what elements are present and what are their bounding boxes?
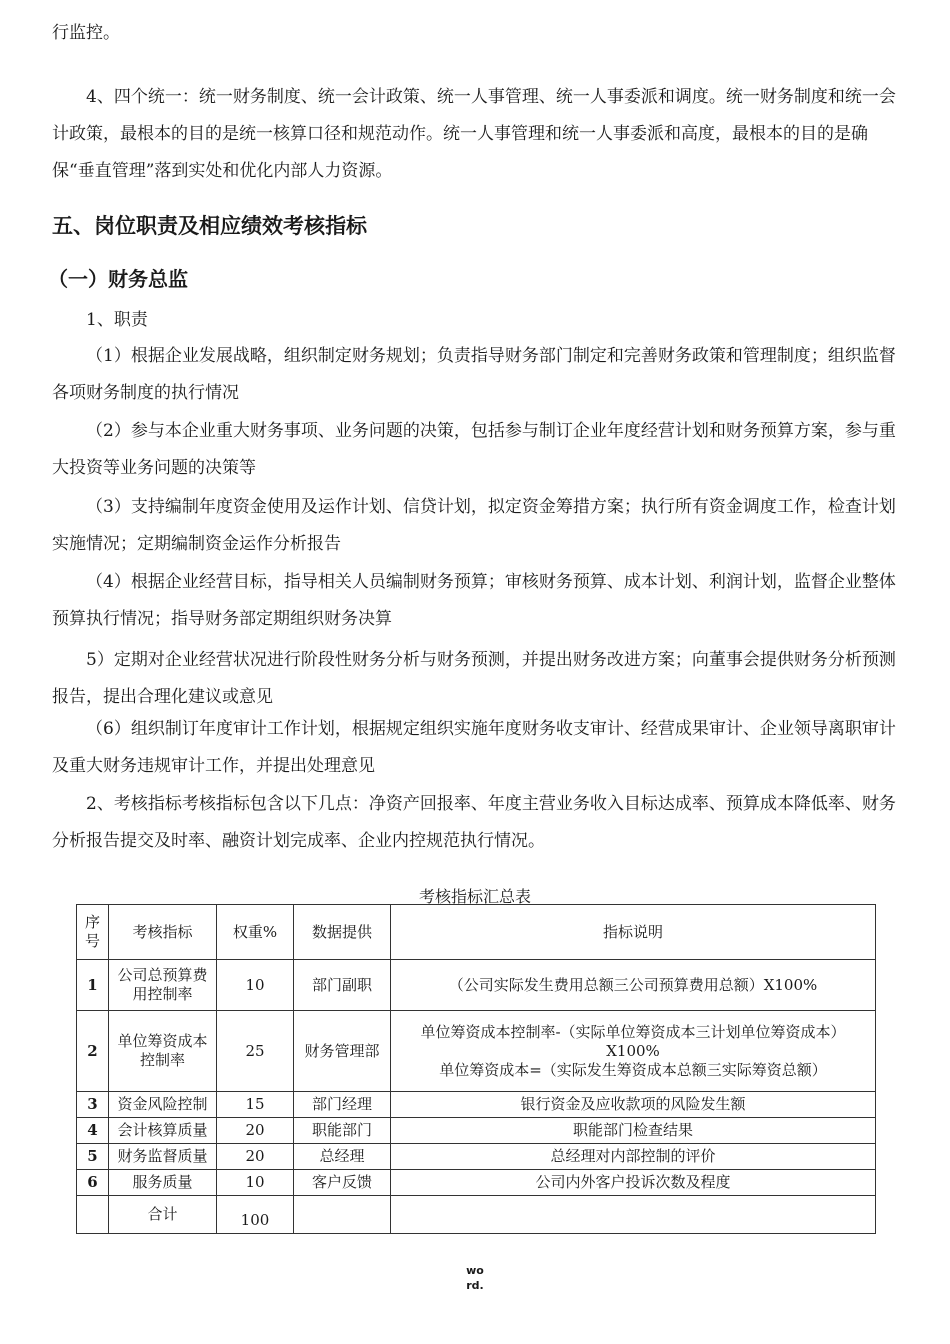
cell-desc-empty	[391, 1196, 876, 1234]
cell-indicator: 会计核算质量	[109, 1118, 217, 1144]
paragraph-continuation: 行监控。	[52, 23, 120, 43]
cell-desc: 职能部门检查结果	[391, 1118, 876, 1144]
header-weight: 权重%	[217, 905, 294, 960]
cell-weight: 10	[217, 960, 294, 1011]
cell-desc: 总经理对内部控制的评价	[391, 1144, 876, 1170]
paragraph-duty-4: （4）根据企业经营目标，指导相关人员编制财务预算；审核财务预算、成本计划、利润计划，监督企业整体预算执行情况；指导财务部定期组织财务决算	[52, 572, 896, 629]
cell-source: 部门经理	[294, 1092, 391, 1118]
cell-weight: 10	[217, 1170, 294, 1196]
cell-desc-line-1: 单位筹资成本控制率-（实际单位筹资成本三计划单位筹资成本）X100%	[420, 1022, 846, 1060]
cell-desc: 银行资金及应收款项的风险发生额	[391, 1092, 876, 1118]
table-row	[77, 1092, 876, 1118]
cell-weight: 20	[217, 1144, 294, 1170]
header-no: 序号	[77, 905, 109, 960]
paragraph-duty-6: （6）组织制订年度审计工作计划，根据规定组织实施年度财务收支审计、经营成果审计、企业领导离职审计及重大财务违规审计工作，并提出处理意见	[52, 719, 896, 776]
footer-text: word.	[466, 1264, 484, 1292]
cell-desc-line-2: 单位筹资成本=（实际发生筹资成本总额三实际筹资总额）	[439, 1060, 827, 1079]
cell-desc	[391, 1011, 876, 1092]
table-caption: 考核指标汇总表	[418, 887, 531, 906]
header-indicator: 考核指标	[109, 905, 217, 960]
cell-no: 2	[77, 1011, 109, 1092]
kpi-summary-table	[76, 904, 876, 1234]
header-source: 数据提供	[294, 905, 391, 960]
cell-no: 1	[77, 960, 109, 1011]
cell-desc: 公司内外客户投诉次数及程度	[391, 1170, 876, 1196]
cell-no: 6	[77, 1170, 109, 1196]
table-row	[77, 1144, 876, 1170]
cell-source: 总经理	[294, 1144, 391, 1170]
page-footer	[0, 1263, 950, 1293]
cell-weight: 20	[217, 1118, 294, 1144]
paragraph-duty-1: （1）根据企业发展战略，组织制定财务规划；负责指导财务部门制定和完善财务政策和管理制度；组织监督各项财务制度的执行情况	[52, 346, 896, 403]
cell-indicator: 服务质量	[109, 1170, 217, 1196]
cell-total-weight: 100	[217, 1196, 294, 1234]
cell-no: 3	[77, 1092, 109, 1118]
cell-source: 客户反馈	[294, 1170, 391, 1196]
paragraph-duty-2: （2）参与本企业重大财务事项、业务问题的决策，包括参与制订企业年度经营计划和财务预算方案，参与重大投资等业务问题的决策等	[52, 421, 896, 478]
cell-weight: 25	[217, 1011, 294, 1092]
cell-weight: 15	[217, 1092, 294, 1118]
table-header-row	[77, 905, 876, 960]
cell-no-empty	[77, 1196, 109, 1234]
paragraph-duty-5: 5）定期对企业经营状况进行阶段性财务分析与财务预测，并提出财务改进方案；向董事会提供财务分析预测报告，提出合理化建议或意见	[52, 650, 896, 707]
paragraph-duty-3: （3）支持编制年度资金使用及运作计划、信贷计划，拟定资金筹措方案；执行所有资金调度工作，检查计划实施情况；定期编制资金运作分析报告	[52, 497, 896, 554]
cell-source: 职能部门	[294, 1118, 391, 1144]
cell-desc: （公司实际发生费用总额三公司预算费用总额）X100%	[391, 960, 876, 1011]
cell-no: 4	[77, 1118, 109, 1144]
cell-source-empty	[294, 1196, 391, 1234]
table-row	[77, 1011, 876, 1092]
subsection-heading-cfo: （一）财务总监	[48, 267, 188, 291]
paragraph-four-unifications: 4、四个统一：统一财务制度、统一会计政策、统一人事管理、统一人事委派和调度。统一财务制度和统一会计政策，最根本的目的是统一核算口径和规范动作。统一人事管理和统一人事委派和高度，最根本的目的是确保“垂直管理”落到实处和优化内部人力资源。	[52, 87, 896, 181]
table-row	[77, 1170, 876, 1196]
header-desc: 指标说明	[391, 905, 876, 960]
table-row	[77, 960, 876, 1011]
cell-total-label: 合计	[109, 1196, 217, 1234]
section-heading-5: 五、岗位职责及相应绩效考核指标	[52, 213, 367, 238]
cell-source: 财务管理部	[294, 1011, 391, 1092]
cell-indicator: 财务监督质量	[109, 1144, 217, 1170]
cell-no: 5	[77, 1144, 109, 1170]
cell-source: 部门副职	[294, 960, 391, 1011]
cell-indicator: 单位筹资成本控制率	[109, 1011, 217, 1092]
table-total-row	[77, 1196, 876, 1234]
table-row	[77, 1118, 876, 1144]
paragraph-duties-title: 1、职责	[86, 310, 148, 330]
paragraph-kpi-intro: 2、考核指标考核指标包含以下几点：净资产回报率、年度主营业务收入目标达成率、预算成本降低率、财务分析报告提交及时率、融资计划完成率、企业内控规范执行情况。	[52, 794, 896, 851]
cell-indicator: 资金风险控制	[109, 1092, 217, 1118]
cell-indicator: 公司总预算费用控制率	[109, 960, 217, 1011]
